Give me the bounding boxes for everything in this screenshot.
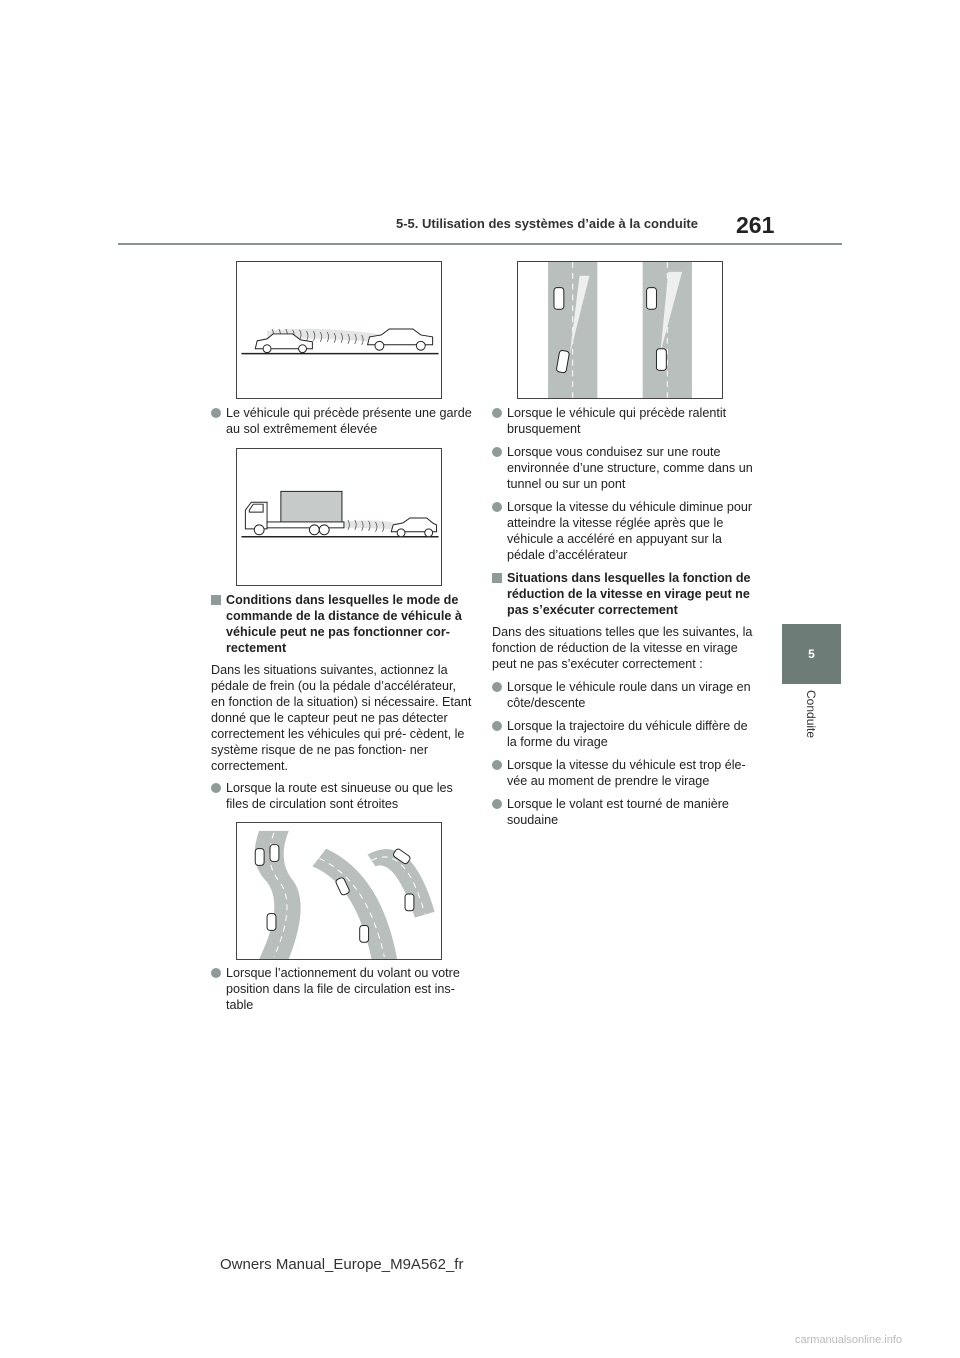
- bullet-dot-icon: [492, 721, 502, 731]
- bullet-high-clearance: Le véhicule qui précède présente une garde au sol extrêmement élevée: [211, 405, 473, 437]
- bullet-dot-icon: [492, 799, 502, 809]
- section-title: 5-5. Utilisation des systèmes d’aide à la conduite: [396, 216, 698, 231]
- bullet-too-fast: Lorsque la vitesse du véhicule est trop éle- vée au moment de prendre le virage: [492, 757, 754, 789]
- bullet-dot-icon: [492, 447, 502, 457]
- bullet-sudden-steer: Lorsque le volant est tourné de manière soudaine: [492, 796, 754, 828]
- bullet-dot-icon: [492, 408, 502, 418]
- bullet-dot-icon: [492, 502, 502, 512]
- bullet-trajectory: Lorsque la trajectoire du véhicule diffère de la forme du virage: [492, 718, 754, 750]
- bullet-speed-decrease: Lorsque la vitesse du véhicule diminue pour atteindre la vitesse réglée après que le véhicule a accéléré en appuyant sur la pédale d’accélérateur: [492, 499, 754, 563]
- chapter-number: 5: [808, 647, 815, 661]
- bullet-unstable-steering: Lorsque l’actionnement du volant ou votre position dans la file de circulation est ins- table: [211, 965, 473, 1013]
- bullet-dot-icon: [492, 682, 502, 692]
- chapter-label: Conduite: [804, 690, 818, 739]
- bullet-dot-icon: [492, 760, 502, 770]
- bullet-dot-icon: [211, 783, 221, 793]
- illustration-truck: [237, 449, 441, 585]
- figure-winding-road: [236, 822, 442, 960]
- figure-high-clearance: [236, 261, 442, 399]
- bullet-winding-road: Lorsque la route est sinueuse ou que les files de circulation sont étroites: [211, 780, 473, 812]
- illustration-winding-road: [237, 823, 441, 959]
- heading-square-icon: [492, 573, 502, 583]
- illustration-high-clearance: [237, 262, 441, 398]
- page-number: 261: [736, 212, 775, 238]
- header-divider: [118, 243, 842, 245]
- paragraph-curve-speed: Dans des situations telles que les suivantes, la fonction de réduction de la vitesse en virage peut ne pas s’exécuter correctement :: [492, 625, 753, 671]
- heading-conditions: Conditions dans lesquelles le mode de commande de la distance de véhicule à véhicule peut ne pas fonctionner cor- rectement: [211, 592, 473, 656]
- bullet-dot-icon: [211, 408, 221, 418]
- bullet-dot-icon: [211, 968, 221, 978]
- paragraph-conditions: Dans les situations suivantes, actionnez la pédale de frein (ou la pédale d’accélérateur, en fonction de la situation) si nécessaire. Etant donné que le capteur peut ne pas détecter correctement les véhicules qui pré- cèdent, le système risque de ne pas fonction- ner correctement.: [211, 663, 472, 773]
- heading-square-icon: [211, 595, 221, 605]
- watermark: carmanualsonline.info: [795, 1334, 903, 1346]
- footer-manual-id: Owners Manual_Europe_M9A562_fr: [220, 1256, 464, 1273]
- illustration-sudden-slowdown: [518, 262, 722, 398]
- figure-truck: [236, 448, 442, 586]
- bullet-tunnel-bridge: Lorsque vous conduisez sur une route environnée d’une structure, comme dans un tunnel ou sur un pont: [492, 444, 754, 492]
- bullet-sudden-slowdown: Lorsque le véhicule qui précède ralentit brusquement: [492, 405, 754, 437]
- chapter-tab[interactable]: [782, 624, 841, 684]
- figure-sudden-slowdown: [517, 261, 723, 399]
- heading-curve-speed: Situations dans lesquelles la fonction de réduction de la vitesse en virage peut ne pas s’exécuter correctement: [492, 570, 754, 618]
- bullet-slope: Lorsque le véhicule roule dans un virage en côte/descente: [492, 679, 754, 711]
